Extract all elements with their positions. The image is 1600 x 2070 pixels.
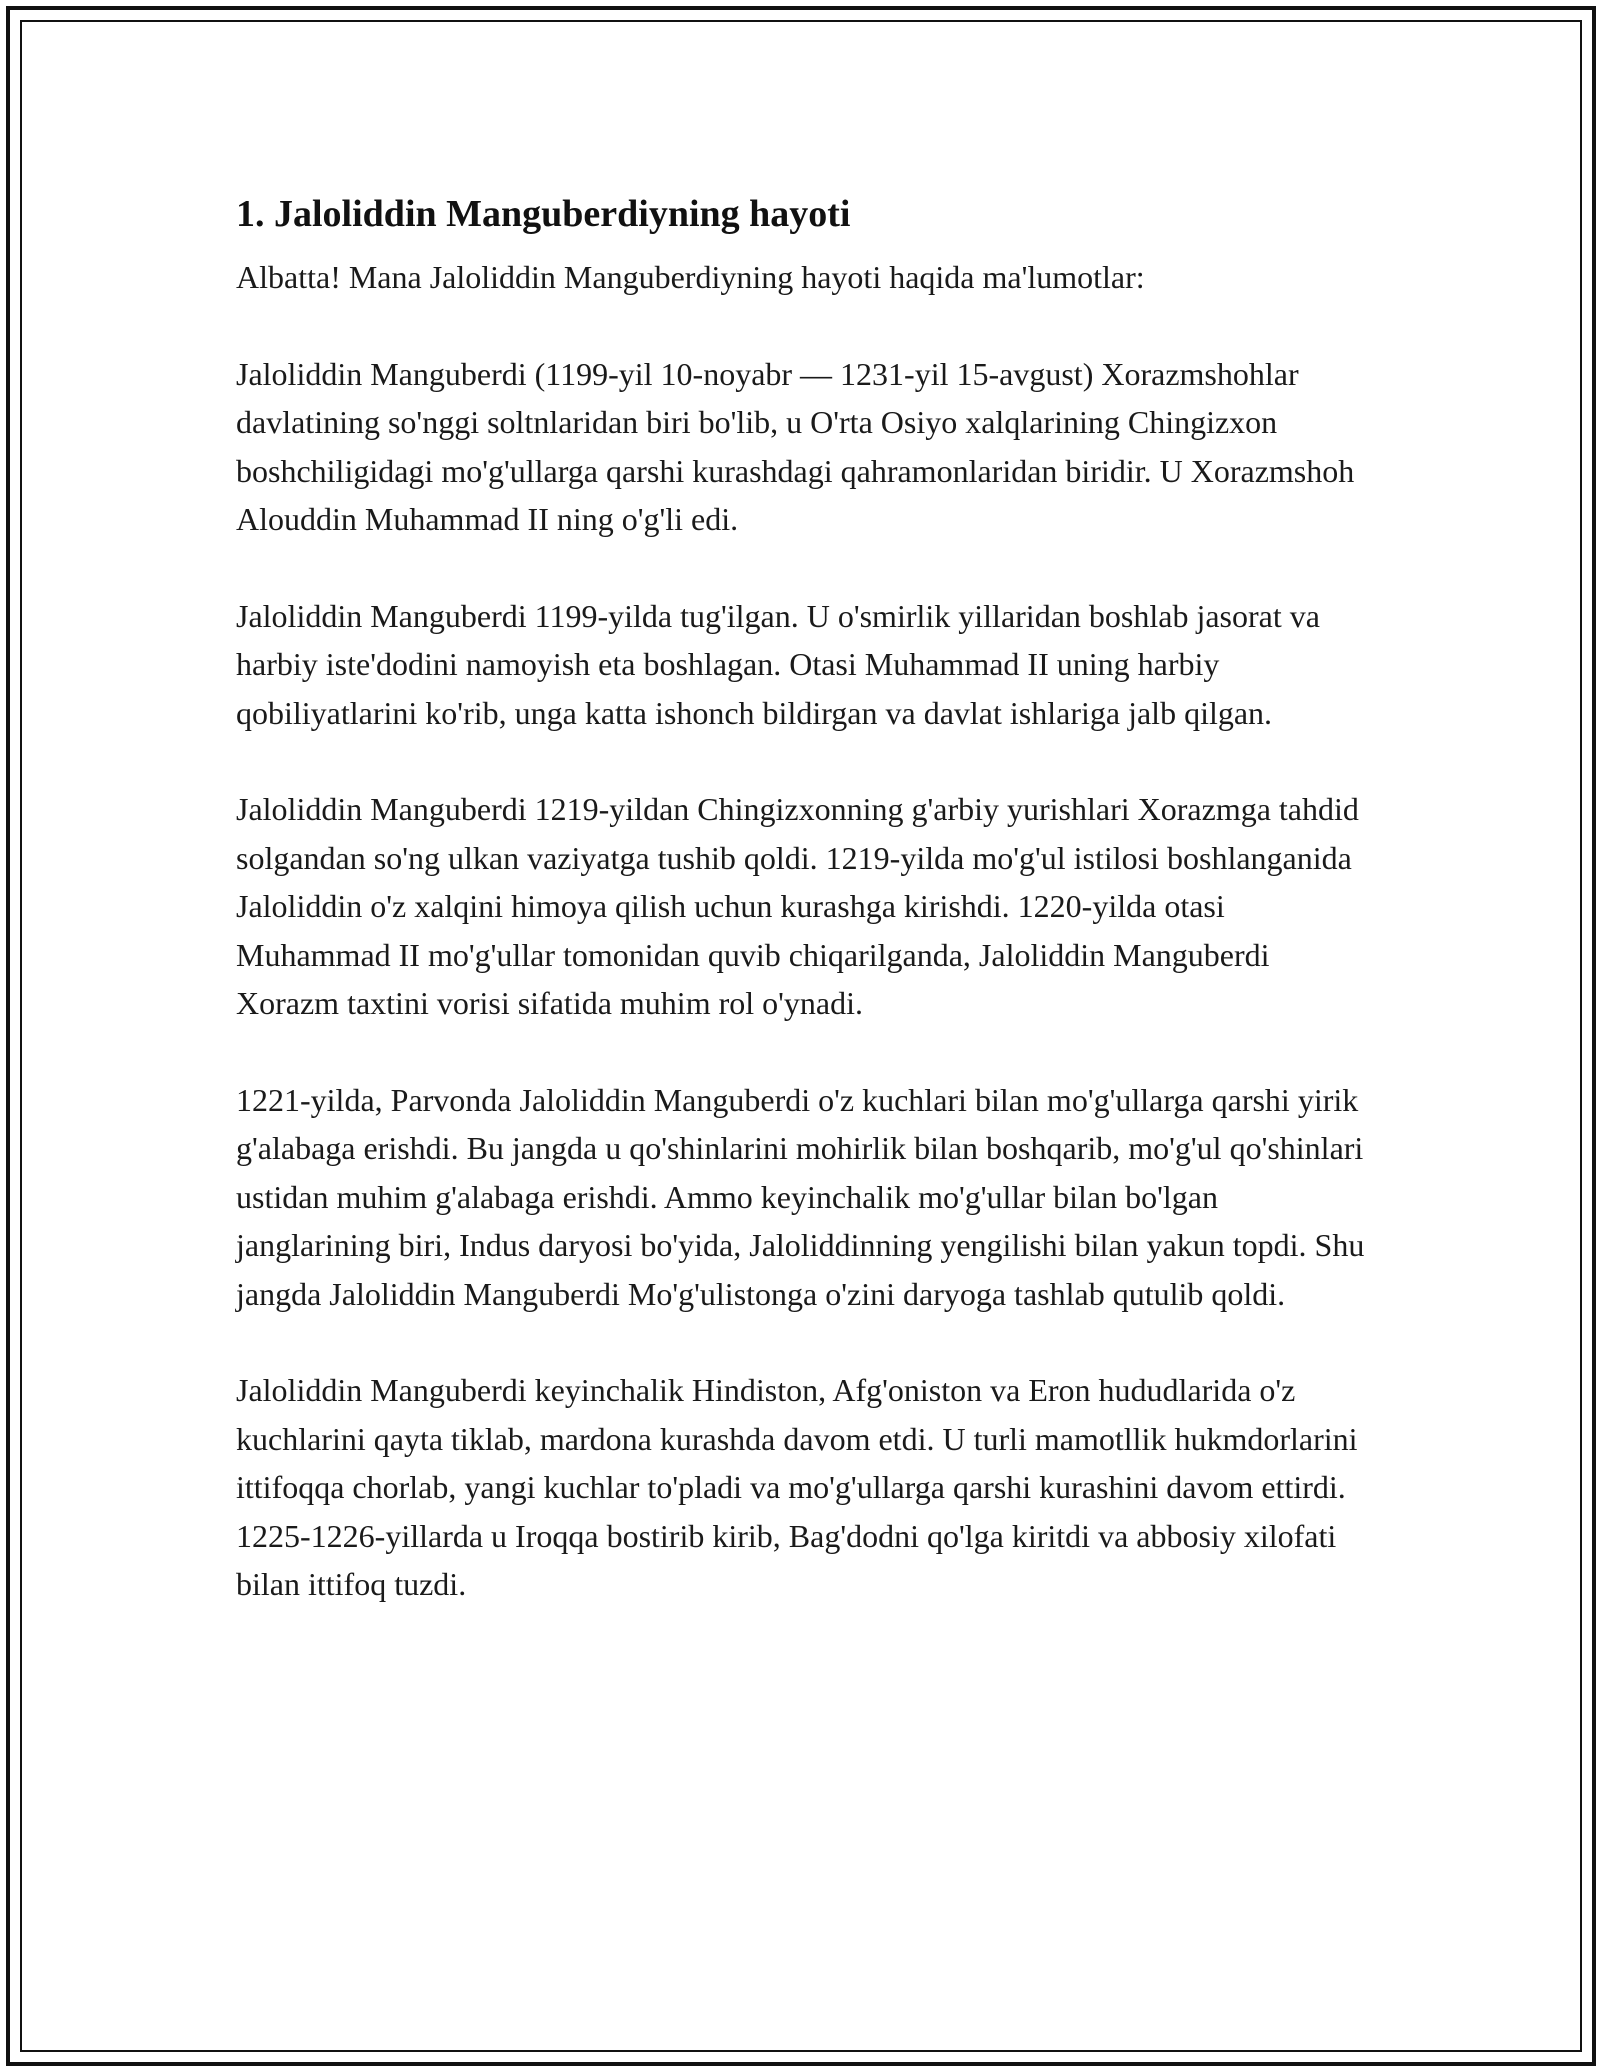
paragraph-battles: 1221-yilda, Parvonda Jaloliddin Manguberdi o'z kuchlari bilan mo'g'ullarga qarshi yirik g'alabaga erishdi. Bu jangda u qo'shinlarini mohirlik bilan boshqarib, mo'g'ul qo'shinlari ustidan muhim g'alabaga erishdi. Ammo keyinchalik mo'g'ullar bilan bo'lgan janglarining biri, Indus daryosi bo'yida, Jaloliddinning yengilishi bilan yakun topdi. Shu jangda Jaloliddin Manguberdi Mo'g'ulistonga o'zini daryoga tashlab qutulib qoldi.: [236, 1081, 1365, 1312]
document-title: 1. Jaloliddin Manguberdiyning hayoti: [236, 193, 851, 235]
document-body: [236, 185, 1366, 1657]
paragraph-biography: Jaloliddin Manguberdi (1199-yil 10-noyabr — 1231-yil 15-avgust) Xorazmshohlar davlatining so'nggi soltnlaridan biri bo'lib, u O'rta Osiyo xalqlarining Chingizxon boshchiligidagi mo'g'ullarga qarshi kurashdagi qahramonlaridan biridir. U Xorazmshoh Alouddin Muhammad II ning o'g'li edi.: [236, 355, 1355, 537]
paragraph-youth: Jaloliddin Manguberdi 1199-yilda tug'ilgan. U o'smirlik yillaridan boshlab jasorat va harbiy iste'dodini namoyish eta boshlagan. Otasi Muhammad II uning harbiy qobiliyatlarini ko'rib, unga katta ishonch bildirgan va davlat ishlariga jalb qilgan.: [236, 597, 1320, 731]
paragraph-later-campaigns: Jaloliddin Manguberdi keyinchalik Hindiston, Afg'oniston va Eron hududlarida o'z kuchlarini qayta tiklab, mardona kurashda davom etdi. U turli mamotllik hukmdorlarini ittifoqqa chorlab, yangi kuchlar to'pladi va mo'g'ullarga qarshi kurashini davom ettirdi. 1225-1226-yillarda u Iroqqa bostirib kirib, Bag'dodni qo'lga kiritdi va abbosiy xilofati bilan ittifoq tuzdi.: [236, 1372, 1358, 1602]
intro-paragraph: Albatta! Mana Jaloliddin Manguberdiyning hayoti haqida ma'lumotlar:: [236, 259, 1145, 295]
paragraph-mongol-invasion: Jaloliddin Manguberdi 1219-yildan Chingizxonning g'arbiy yurishlari Xorazmga tahdid solgandan so'ng ulkan vaziyatga tushib qoldi. 1219-yilda mo'g'ul istilosi boshlanganida Jaloliddin o'z xalqini himoya qilish uchun kurashga kirishdi. 1220-yilda otasi Muhammad II mo'g'ullar tomonidan quvib chiqarilganda, Jaloliddin Manguberdi Xorazm taxtini vorisi sifatida muhim rol o'ynadi.: [236, 791, 1359, 1021]
